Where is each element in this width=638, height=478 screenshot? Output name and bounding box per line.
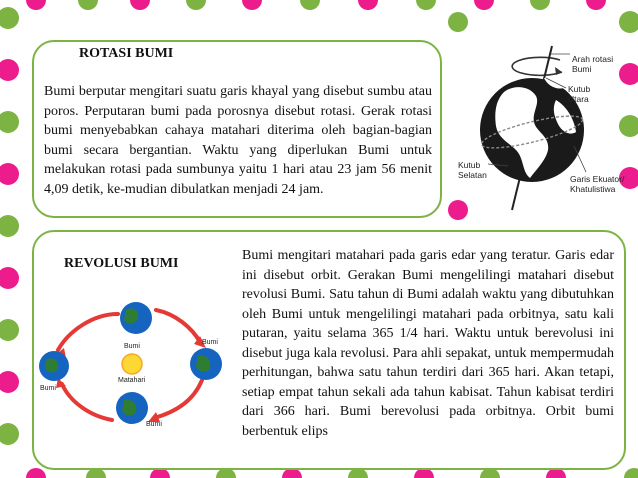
- south-pole-label-1: Kutub: [458, 160, 481, 170]
- earth-revolution-diagram: [36, 296, 232, 436]
- revolusi-paragraph: Bumi mengitari matahari pada garis edar yang teratur. Garis edar ini disebut orbit. Gerakan Bumi mengelilingi matahari disebut revolusi Bumi. Satu tahun di Bumi adalah waktu yang dibutuhkan oleh Bumi untuk mengelilingi matahari pada orbitnya, satu kali putaran, yaitu selama 365 1/4 hari. Waktu untuk berevolusi ini disebut juga kala revolusi. Para ahli sepakat, untuk mempermudah perhitungan, bahwa satu tahun terdiri dari 365 hari. Akan tetapi, setiap empat tahun sekali ada tahun kabisat. Tahun kabisat terdiri dari 366 hari. Bumi berevolusi pada orbitnya. Orbit bumi berbentuk elips: [242, 248, 614, 439]
- revolusi-title: REVOLUSI BUMI: [64, 256, 179, 271]
- north-pole-label-2: Utara: [568, 94, 589, 104]
- equator-label-2: Khatulistiwa: [570, 184, 616, 194]
- earth-rotation-diagram: [452, 40, 632, 220]
- sun-label: Matahari: [118, 377, 146, 384]
- rotasi-paragraph: Bumi berputar mengitari suatu garis khayal yang disebut sumbu atau poros. Perputaran bumi pada porosnya disebut rotasi. Gerak rotasi bumi menyebabkan cahaya matahari diterima oleh bagian-bagian bumi secara bergantian. Waktu yang diperlukan Bumi untuk melakukan rotasi pada sumbunya yaitu 1 hari atau 23 jam 56 menit 4,09 detik, ke-mudian dibulatkan menjadi 24 jam.: [44, 84, 432, 197]
- earth-label-top: Bumi: [124, 343, 140, 350]
- equator-label-1: Garis Ekuator/: [570, 174, 625, 184]
- earth-top-icon: [120, 302, 152, 334]
- south-pole-label-2: Selatan: [458, 170, 487, 180]
- rotasi-card: [32, 40, 442, 218]
- sun-icon: [122, 354, 142, 374]
- earth-label-left: Bumi: [40, 385, 56, 392]
- earth-label-bottom: Bumi: [146, 421, 162, 428]
- earth-right-icon: [190, 348, 222, 380]
- earth-left-icon: [39, 351, 69, 381]
- earth-bottom-icon: [116, 392, 148, 424]
- earth-label-right: Bumi: [202, 339, 218, 346]
- rotasi-title: ROTASI BUMI: [79, 46, 174, 61]
- arrow-label-1: Arah rotasi: [572, 54, 614, 64]
- rotation-arrow-icon: [512, 57, 562, 75]
- north-pole-label-1: Kutub: [568, 84, 591, 94]
- arrow-label-2: Bumi: [572, 64, 592, 74]
